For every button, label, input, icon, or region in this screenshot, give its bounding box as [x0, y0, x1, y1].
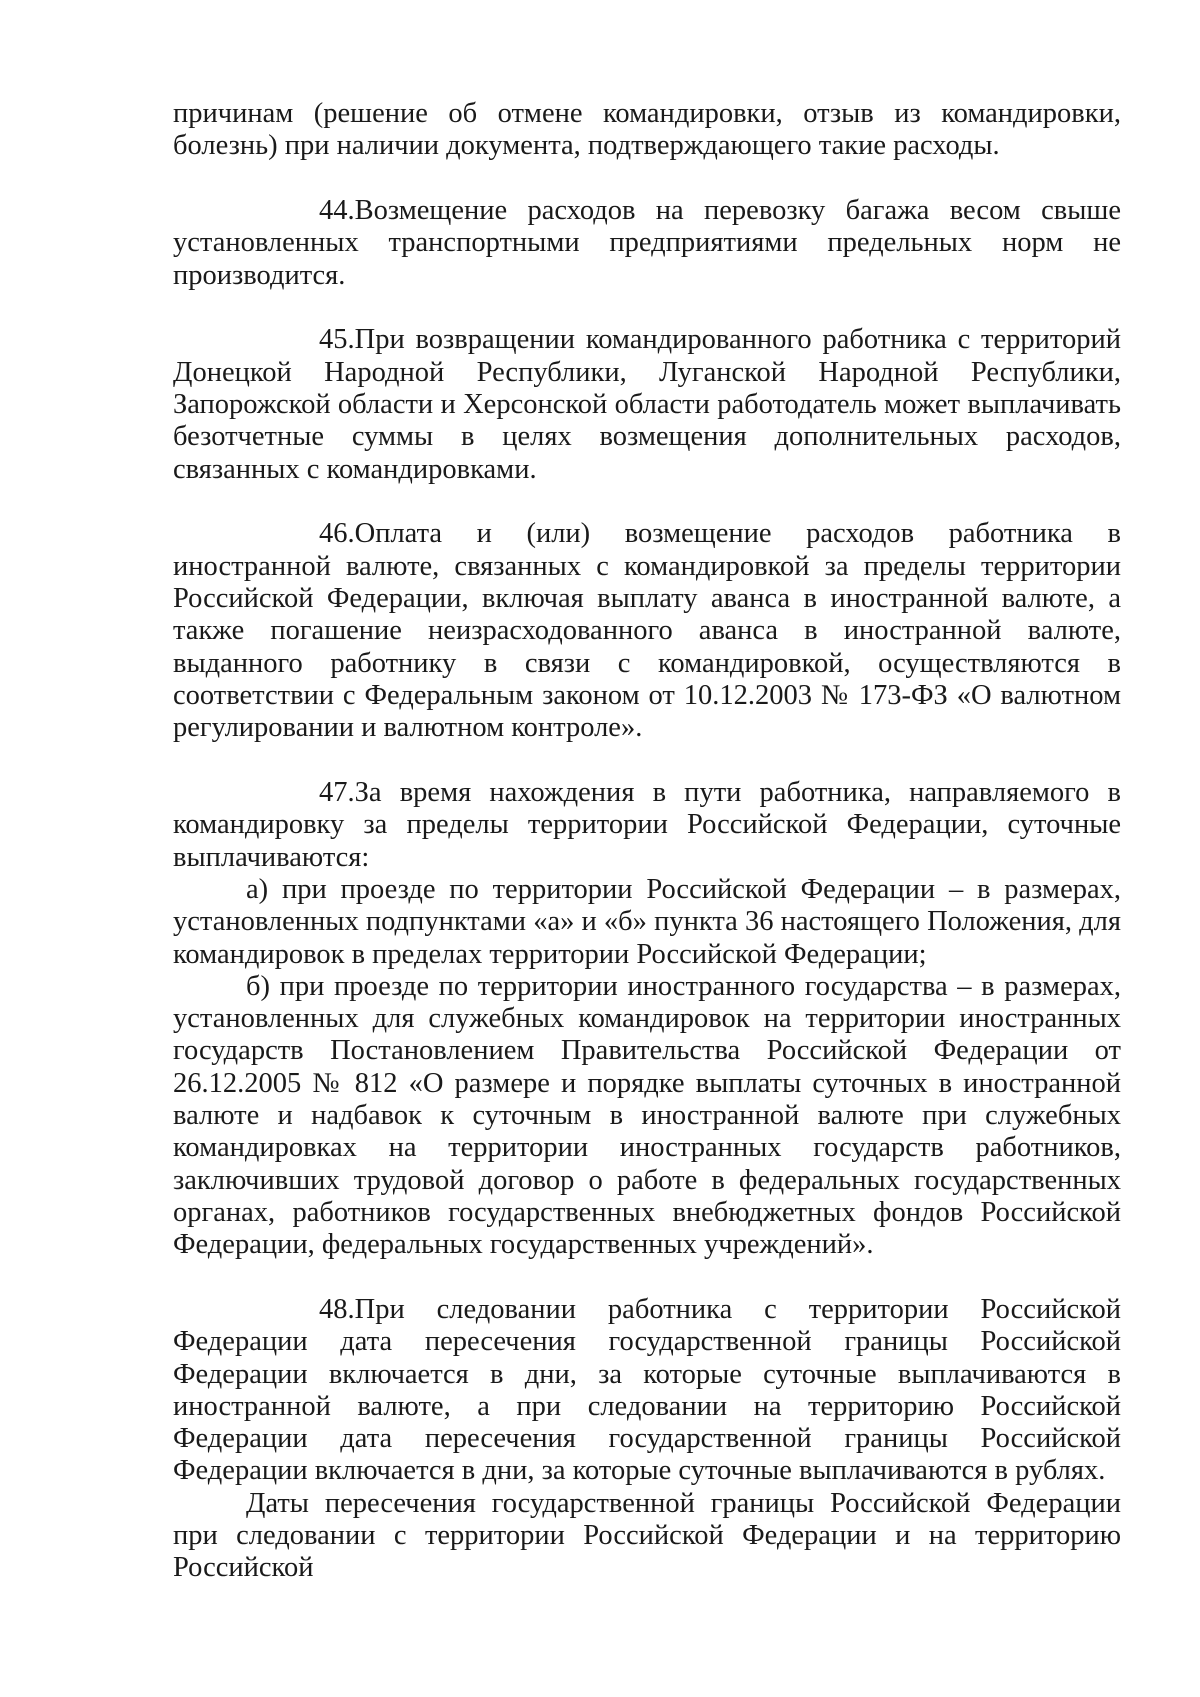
clause-46	[173, 518, 1121, 744]
clause-47-subitem-a: а) при проезде по территории Российской Федерации – в размерах, установленных подпунктами «а» и «б» пункта 36 настоящего Положения, для командировок в пределах территории Российской Федерации;	[173, 873, 1121, 970]
paragraph-gap	[173, 745, 1121, 778]
clause-45	[173, 324, 1121, 485]
clause-text: При следовании работника с территории Российской Федерации дата пересечения государственной границы Российской Федерации включается в дни, за которые суточные выплачиваются в иностранной валюте, а при следовании на территорию Российской Федерации дата пересечения государственной границы Российской Федерации включается в дни, за которые суточные выплачиваются в рублях.	[173, 1294, 1121, 1487]
paragraph-gap	[173, 163, 1121, 196]
clause-number: 44.	[319, 195, 355, 227]
clause-text: Оплата и (или) возмещение расходов работника в иностранной валюте, связанных с командировкой за пределы территории Российской Федерации, включая выплату аванса в иностранной валюте, а также погашение неизрасходованного аванса в иностранной валюте, выданного работнику в связи с командировкой, осуществляются в соответствии с Федеральным законом от 10.12.2003 № 173-ФЗ «О валютном регулировании и валютном контроле».	[173, 518, 1121, 744]
clause-text: При возвращении командированного работника с территорий Донецкой Народной Республики, Луганской Народной Республики, Запорожской области и Херсонской области работодатель может выплачивать безотчетные суммы в целях возмещения дополнительных расходов, связанных с командировками.	[173, 324, 1121, 485]
clause-48	[173, 1294, 1121, 1488]
clause-44	[173, 195, 1121, 292]
clause-47-subitem-b: б) при проезде по территории иностранного государства – в размерах, установленных для служебных командировок на территории иностранных государств Постановлением Правительства Российской Федерации от 26.12.2005 № 812 «О размере и порядке выплаты суточных в иностранной валюте и надбавок к суточным в иностранной валюте при служебных командировках на территории иностранных государств работников, заключивших трудовой договор о работе в федеральных государственных органах, работников государственных внебюджетных фондов Российской Федерации, федеральных государственных учреждений».	[173, 970, 1121, 1261]
clause-number: 45.	[319, 324, 355, 356]
document-page	[173, 98, 1121, 1585]
clause-number: 46.	[319, 518, 355, 550]
clause-48-continuation: Даты пересечения государственной границы Российской Федерации при следовании с территории Российской Федерации и на территорию Российской	[173, 1487, 1121, 1584]
clause-text: Возмещение расходов на перевозку багажа весом свыше установленных транспортными предприятиями предельных норм не производится.	[173, 195, 1121, 291]
paragraph-gap	[173, 1262, 1121, 1295]
clause-47	[173, 777, 1121, 874]
paragraph-gap	[173, 486, 1121, 519]
clause-number: 48.	[319, 1294, 355, 1325]
paragraph-gap	[173, 292, 1121, 325]
clause-text: За время нахождения в пути работника, направляемого в командировку за пределы территории Российской Федерации, суточные выплачиваются:	[173, 777, 1121, 873]
clause-number: 47.	[319, 777, 355, 809]
paragraph-continuation: причинам (решение об отмене командировки, отзыв из командировки, болезнь) при наличии документа, подтверждающего такие расходы.	[173, 98, 1121, 162]
